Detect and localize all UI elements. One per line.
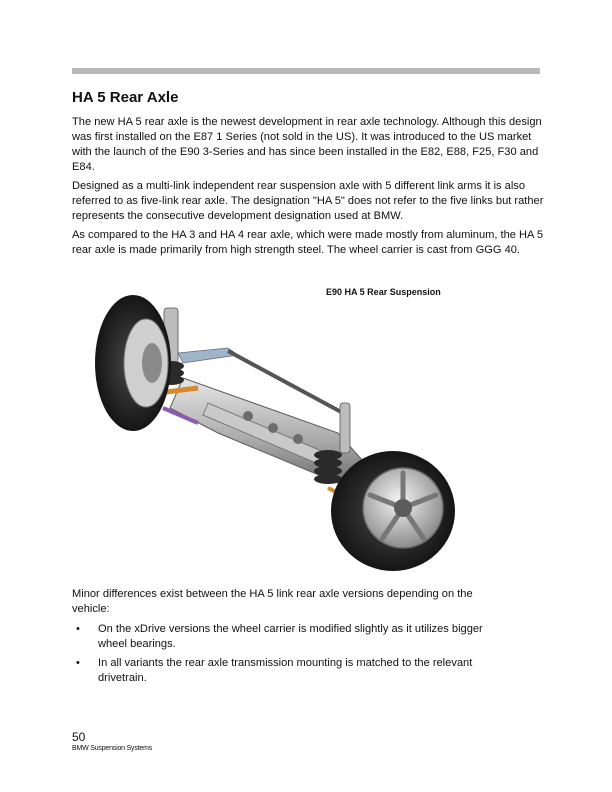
list-item: • In all variants the rear axle transmission mounting is matched to the relevant drivetrain. <box>72 656 502 686</box>
paragraph-intro: The new HA 5 rear axle is the newest development in rear axle technology. Although this design was first installed on the E87 1 Series (not sold in the US). It was introduced to the US market with the launch of the E90 3-Series and has since been installed in the E82, E88, F25, F30 and E84. <box>72 116 542 173</box>
differences-list <box>72 622 502 690</box>
paragraph-differences: Minor differences exist between the HA 5 link rear axle versions depending on the vehicle: <box>72 588 473 615</box>
left-wheel <box>95 295 171 431</box>
footer-document-title: BMW Suspension Systems <box>72 745 153 752</box>
section-title: HA 5 Rear Axle <box>72 89 179 106</box>
right-wheel <box>331 451 455 571</box>
page-number: 50 <box>72 730 86 744</box>
paragraph-materials: As compared to the HA 3 and HA 4 rear axle, which were made mostly from aluminum, the HA 5 rear axle is made primarily from high strength steel. The wheel carrier is cast from GGG 40. <box>72 229 544 256</box>
list-item: • On the xDrive versions the wheel carrier is modified slightly as it utilizes bigger wheel bearings. <box>72 622 502 652</box>
rear-suspension-illustration <box>88 283 468 573</box>
paragraph-design: Designed as a multi-link independent rear suspension axle with 5 different link arms it is also referred to as five-link rear axle. The designation "HA 5" does not refer to the five links but rather represents the consecutive development designation used at BMW. <box>72 180 544 222</box>
figure-caption: E90 HA 5 Rear Suspension <box>326 287 441 297</box>
top-rule <box>72 68 540 74</box>
